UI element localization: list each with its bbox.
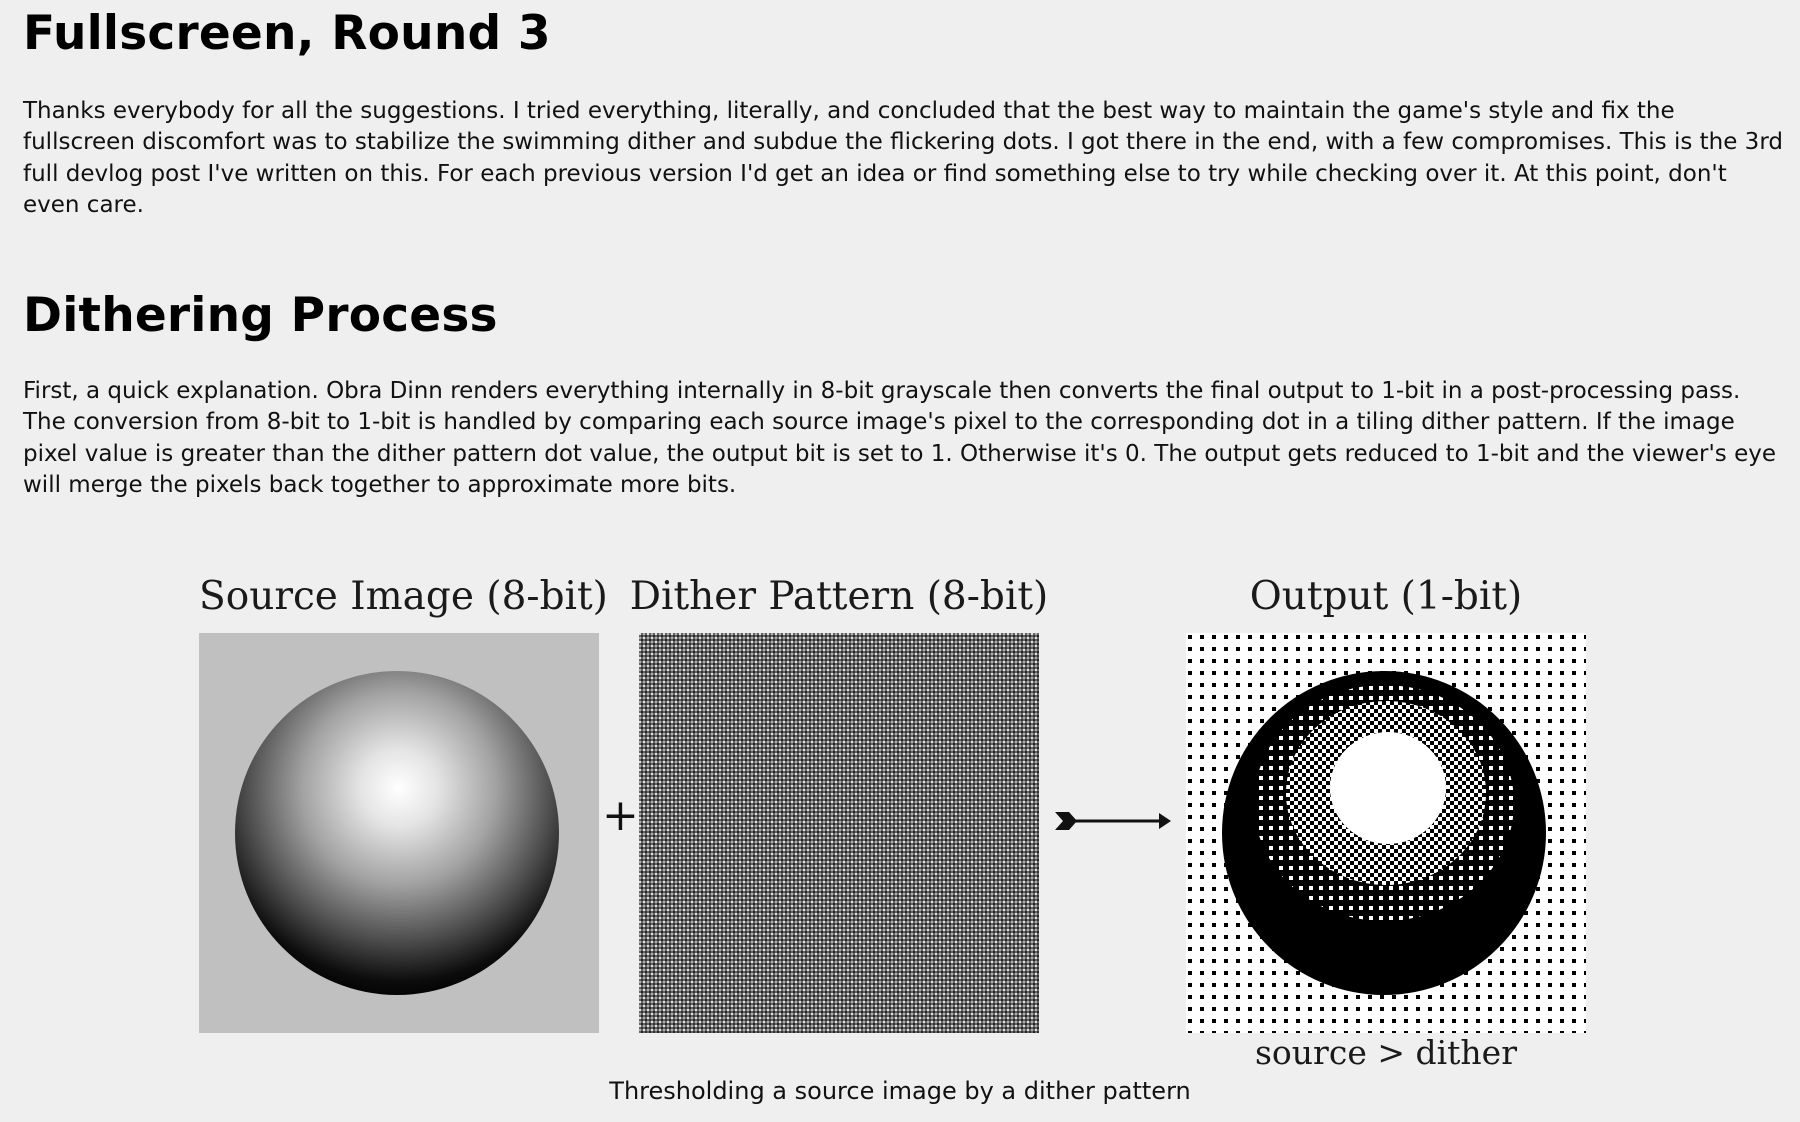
- output-label: Output (1-bit): [1249, 574, 1523, 619]
- arrow-right-icon: [1055, 807, 1171, 835]
- plus-sign: +: [602, 790, 639, 841]
- intro-paragraph: Thanks everybody for all the suggestions. I tried everything, literally, and concluded that the best way to maintain the game's style and fix the fullscreen discomfort was to stabilize the swimming dither and subdue the flickering dots. I got there in the end, with a few compromises. This is the 3rd full devlog post I've written on this. For each previous version I'd get an idea or find something else to try while checking over it. At this point, don't even care.: [23, 98, 1783, 219]
- figure-caption: Thresholding a source image by a dither pattern: [609, 1077, 1191, 1105]
- dither-pattern-label: Dither Pattern (8-bit): [629, 574, 1049, 619]
- dithering-paragraph: First, a quick explanation. Obra Dinn renders everything internally in 8-bit grayscale then converts the final output to 1-bit in a post-processing pass. The conversion from 8-bit to 1-bit is handled by comparing each source image's pixel to the corresponding dot in a tiling dither pattern. If the image pixel value is greater than the dither pattern dot value, the output bit is set to 1. Otherwise it's 0. The output gets reduced to 1-bit and the viewer's eye will merge the pixels back together to approximate more bits.: [23, 378, 1776, 499]
- output-dithered-image: [1186, 633, 1586, 1033]
- source-image-label: Source Image (8-bit): [199, 574, 608, 619]
- section-heading-fullscreen: Fullscreen, Round 3: [23, 6, 551, 61]
- dither-pattern-image: [639, 633, 1039, 1033]
- output-sublabel: source > dither: [1255, 1033, 1517, 1072]
- source-sphere-image: [199, 633, 599, 1033]
- section-heading-dithering: Dithering Process: [23, 288, 498, 343]
